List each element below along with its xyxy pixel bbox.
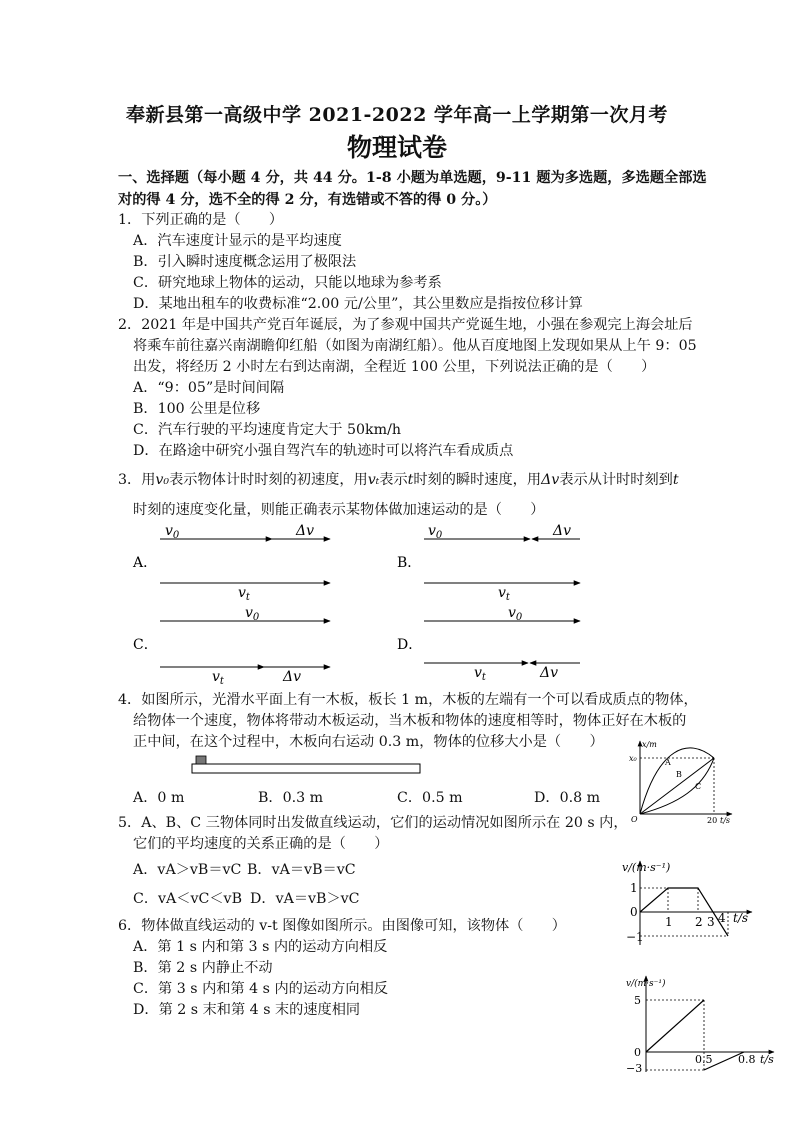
vt1-tick-1: 1 bbox=[630, 881, 638, 895]
vt2-ylabel: v/(m·s⁻¹) bbox=[626, 979, 666, 989]
q5-stem-line2: 它们的平均速度的关系正确的是（ ） bbox=[133, 836, 389, 852]
vt2-tick-08: 0.8 bbox=[738, 1053, 756, 1066]
vt2-xlabel: t/s bbox=[760, 1053, 774, 1066]
q2-stem-line1: 2．2021 年是中国共产党百年诞辰，为了参观中国共产党诞生地，小强在参观完上海会址后 bbox=[118, 317, 693, 333]
q3-symbol-t2: t bbox=[672, 472, 679, 488]
xt-tick-20: 20 bbox=[707, 816, 718, 825]
q5-option-b: B．vA＝vB＝vC bbox=[247, 862, 356, 878]
q1-option-d: D．某地出租车的收费标准“2.00 元/公里”，其公里数应是指按位移计算 bbox=[133, 296, 583, 312]
q2-stem-line2: 将乘车前往嘉兴南湖瞻仰红船（如图为南湖红船）。他从百度地图上发现如果从上午 9：05 bbox=[133, 338, 697, 354]
q2-stem-line3: 出发，将经历 2 小时左右到达南湖，全程近 100 公里，下列说法正确的是（ ） bbox=[133, 359, 656, 375]
vt1-tick-t4: 4 bbox=[718, 911, 726, 925]
vt2-segment-1 bbox=[646, 1000, 704, 1052]
q4-stem-line3: 正中间，在这个过程中，木板向右运动 0.3 m，物体的位移大小是（ ） bbox=[133, 734, 604, 750]
vt1-tick-t1: 1 bbox=[665, 915, 673, 929]
vt2-tick-05: 0.5 bbox=[695, 1053, 713, 1066]
q3a-label-vt: $v_t$ bbox=[238, 585, 250, 603]
vt-graph-2 bbox=[622, 972, 782, 1074]
q3-symbol-dv: Δv bbox=[541, 472, 560, 488]
q3a-label-dv: Δv bbox=[296, 523, 315, 539]
xt-label-a: A bbox=[665, 758, 671, 767]
q3c-label-dv: Δv bbox=[283, 669, 302, 685]
q3-stem-part3: 表示 bbox=[379, 472, 408, 488]
q1-option-a: A．汽车速度计显示的是平均速度 bbox=[133, 233, 342, 249]
q3-stem-part1: 3．用 bbox=[118, 472, 156, 488]
q6-option-d: D．第 2 s 末和第 4 s 末的速度相同 bbox=[133, 1002, 361, 1018]
q3-stem-line1 bbox=[118, 470, 679, 490]
vt1-xlabel: t/s bbox=[733, 911, 749, 925]
q3b-label-vt: $v_t$ bbox=[498, 585, 510, 603]
q1-stem: 1．下列正确的是（ ） bbox=[118, 212, 284, 228]
q5-option-d: D．vA＝vB＞vC bbox=[250, 891, 360, 907]
xt-line-b bbox=[640, 758, 714, 814]
q3-stem-line2: 时刻的速度变化量，则能正确表示某物体做加速运动的是（ ） bbox=[133, 502, 545, 518]
q6-option-a: A．第 1 s 内和第 3 s 内的运动方向相反 bbox=[133, 939, 388, 955]
q3-label-b: B． bbox=[397, 555, 422, 571]
q4-option-b: B．0.3 m bbox=[258, 790, 324, 806]
q5-stem-line1: 5．A、B、C 三物体同时出发做直线运动，它们的运动情况如图所示在 20 s 内， bbox=[118, 815, 628, 831]
q6-option-b: B．第 2 s 内静止不动 bbox=[133, 960, 273, 976]
paper-title: 物理试卷 bbox=[346, 133, 447, 162]
q3-label-a: A． bbox=[133, 555, 158, 571]
q2-option-c: C．汽车行驶的平均速度肯定大于 50km/h bbox=[133, 422, 402, 438]
section-instructions-line1: 一、选择题（每小题 4 分，共 44 分。1-8 小题为单选题，9-11 题为多选题，多选题全部选 bbox=[118, 170, 707, 186]
q5-option-c: C．vA＜vC＜vB bbox=[133, 891, 242, 907]
vt-graph-q5 bbox=[600, 855, 760, 950]
q4-board-diagram bbox=[190, 754, 425, 776]
vt1-tick-0: 0 bbox=[630, 905, 638, 919]
school-title: 奉新县第一高级中学 2021-2022 学年高一上学期第一次月考 bbox=[126, 104, 668, 126]
xt-ylabel: x/m bbox=[642, 740, 657, 749]
q2-option-a: A．“9：05”是时间间隔 bbox=[133, 380, 285, 396]
q2-option-b: B．100 公里是位移 bbox=[133, 401, 261, 417]
vt1-tick-t3: 3 bbox=[707, 915, 715, 929]
vt1-ylabel: v/(m·s⁻¹) bbox=[622, 861, 671, 874]
xt-x0-label: x₀ bbox=[629, 754, 637, 763]
xt-origin: O bbox=[631, 815, 638, 824]
vt2-tick-0: 0 bbox=[634, 1046, 641, 1059]
q3d-label-v0: $v_0$ bbox=[508, 605, 523, 623]
q4-stem-line2: 给物体一个速度，物体将带动木板运动，当木板和物体的速度相等时，物体正好在木板的 bbox=[133, 713, 687, 729]
wooden-board bbox=[192, 764, 420, 773]
q3-label-c: C． bbox=[133, 637, 158, 653]
vt1-tick-m1: −1 bbox=[626, 930, 644, 944]
q4-stem-line1: 4．如图所示，光滑水平面上有一木板，板长 1 m，木板的左端有一个可以看成质点的物体， bbox=[118, 692, 698, 708]
q6-option-c: C．第 3 s 内和第 4 s 内的运动方向相反 bbox=[133, 981, 388, 997]
vt2-tick-m3: −3 bbox=[626, 1062, 643, 1075]
q4-option-a: A．0 m bbox=[133, 790, 185, 806]
q3c-label-v0: $v_0$ bbox=[245, 605, 260, 623]
q3d-label-vt: $v_t$ bbox=[474, 665, 486, 683]
q1-option-b: B．引入瞬时速度概念运用了极限法 bbox=[133, 254, 357, 270]
q3-stem-part5: 表示从计时时刻到 bbox=[559, 472, 673, 488]
block-object bbox=[196, 756, 206, 764]
q3-symbol-v0: v₀ bbox=[155, 472, 170, 488]
q3-stem-part2: 表示物体计时时刻的初速度，用 bbox=[169, 472, 368, 488]
q3c-label-vt: $v_t$ bbox=[212, 669, 224, 687]
section-instructions-line2: 对的得 4 分，选不全的得 2 分，有选错或不答的得 0 分。） bbox=[118, 192, 497, 208]
xt-graph bbox=[628, 738, 738, 824]
q3-vector-diagrams bbox=[0, 515, 794, 687]
xt-label-b: B bbox=[676, 770, 682, 779]
xt-label-c: C bbox=[695, 782, 702, 791]
q3-symbol-vt: vₜ bbox=[367, 472, 380, 488]
q3-stem-part4: 时刻的瞬时速度，用 bbox=[413, 472, 542, 488]
q2-option-d: D．在路途中研究小强自驾汽车的轨迹时可以将汽车看成质点 bbox=[133, 443, 514, 459]
q3d-label-dv: Δv bbox=[540, 665, 559, 681]
q3b-label-v0: $v_0$ bbox=[428, 523, 443, 541]
q6-stem: 6．物体做直线运动的 v-t 图像如图所示。由图像可知，该物体（ ） bbox=[118, 918, 566, 934]
xt-xlabel: t/s bbox=[720, 816, 731, 825]
q3b-label-dv: Δv bbox=[553, 523, 572, 539]
vt1-tick-t2: 2 bbox=[695, 915, 703, 929]
q3-label-d: D． bbox=[397, 637, 423, 653]
q5-option-a: A．vA＞vB＝vC bbox=[133, 862, 242, 878]
q3a-label-v0: $v_0$ bbox=[165, 523, 180, 541]
q3-symbol-t: t bbox=[407, 472, 414, 488]
vt2-tick-5: 5 bbox=[634, 994, 641, 1007]
q4-option-c: C．0.5 m bbox=[397, 790, 463, 806]
q4-option-d: D．0.8 m bbox=[534, 790, 601, 806]
q1-option-c: C．研究地球上物体的运动，只能以地球为参考系 bbox=[133, 275, 442, 291]
